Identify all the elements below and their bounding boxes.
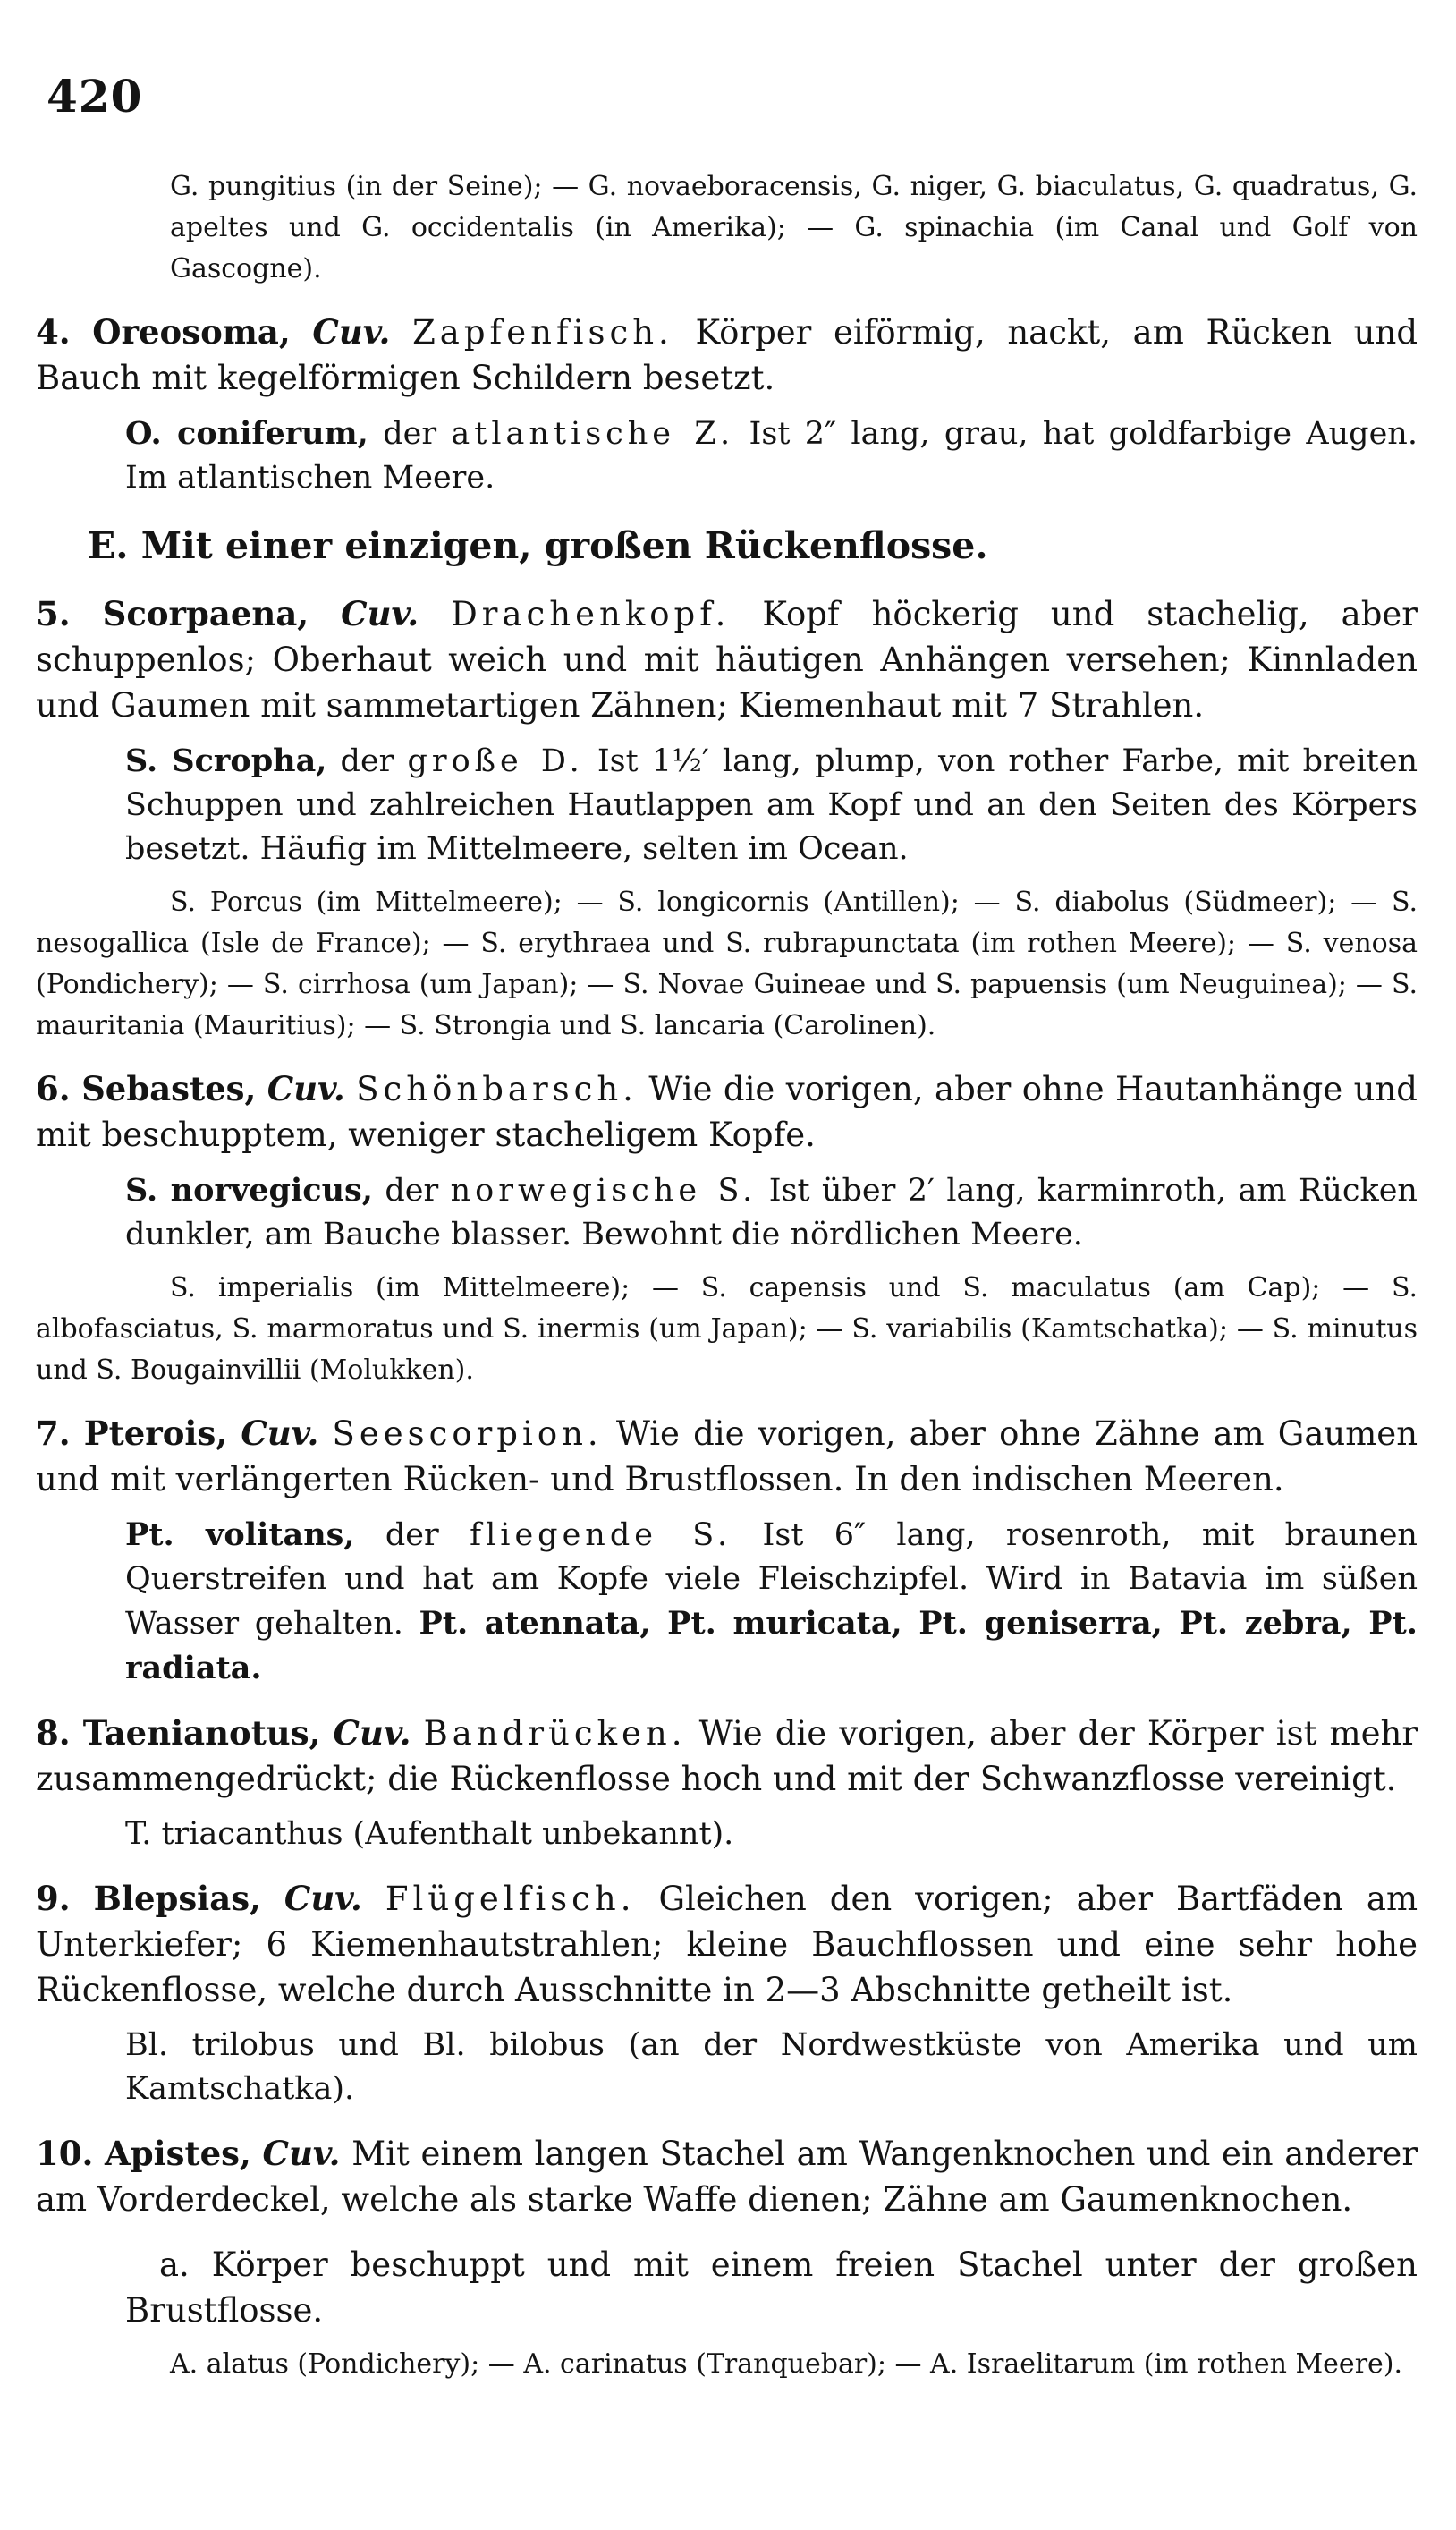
page-number: 420 bbox=[47, 70, 143, 123]
subgroup-a: a. Körper beschuppt und mit einem freien Stachel unter der großen Brustflosse. bbox=[125, 2246, 1418, 2330]
section-heading-e: E. Mit einer einzigen, großen Rückenflosse. bbox=[88, 524, 988, 567]
genus-description: Gleichen den vorigen; aber Bartfäden am Unterkiefer; 6 Kiemenhautstrahlen; kleine Bauchflossen und eine sehr hohe Rückenflosse, welche durch Ausschnitte in 2—3 Abschnitte getheilt ist. bbox=[36, 1880, 1418, 2009]
species-article: der bbox=[385, 1517, 439, 1553]
genus-author: Cuv. bbox=[333, 1713, 411, 1753]
genus-entry-taenianotus bbox=[36, 1711, 1418, 1802]
genus-german-name: Schönbarsch. bbox=[356, 1070, 638, 1108]
genus-description: Körper eiförmig, nackt, am Rücken und Bauch mit kegelförmigen Schildern besetzt. bbox=[36, 313, 1418, 397]
species-article: der bbox=[383, 416, 437, 452]
genus-number: 6. bbox=[36, 1069, 71, 1108]
genus-entry-pterois bbox=[36, 1411, 1418, 1502]
genus-german-name: Seescorpion. bbox=[332, 1414, 603, 1453]
genus-entry-sebastes bbox=[36, 1066, 1418, 1158]
species-name: Pt. volitans, bbox=[125, 1516, 355, 1553]
genus-author: Cuv. bbox=[267, 1069, 345, 1108]
genus-name: Sebastes, bbox=[81, 1069, 257, 1108]
genus-number: 5. bbox=[36, 594, 71, 633]
species-german-name: atlantische Z. bbox=[451, 416, 735, 452]
species-entry-norvegicus bbox=[36, 1168, 1418, 1257]
genus-author: Cuv. bbox=[262, 2134, 341, 2173]
genus-description: Wie die vorigen, aber der Körper ist mehr zusammengedrückt; die Rückenflosse hoch und mit der Schwanzflosse vereinigt. bbox=[36, 1714, 1418, 1798]
genus-german-name: Bandrücken. bbox=[423, 1714, 687, 1753]
genus-name: Blepsias, bbox=[93, 1879, 261, 1918]
genus-author: Cuv. bbox=[341, 594, 419, 633]
genus-entry-blepsias bbox=[36, 1876, 1418, 2013]
species-description: Ist 1½′ lang, plump, von rother Farbe, mit breiten Schuppen und zahlreichen Hautlappen am Kopf und an den Seiten des Körpers besetzt. Häufig im Mittelmeere, selten im Ocean. bbox=[125, 743, 1418, 867]
species-list-pterois: Pt. atennata, Pt. muricata, Pt. geniserra, Pt. zebra, Pt. radiata. bbox=[125, 1605, 1418, 1686]
species-article: der bbox=[340, 743, 394, 779]
genus-number: 10. bbox=[36, 2134, 94, 2173]
genus-description: Mit einem langen Stachel am Wangenknochen und ein anderer am Vorderdeckel, welche als starke Waffe dienen; Zähne am Gaumenknochen. bbox=[36, 2135, 1418, 2219]
species-list-sebastes: S. imperialis (im Mittelmeere); — S. capensis und S. maculatus (am Cap); — S. albofasciatus, S. marmoratus und S. inermis (um Japan); — S. variabilis (Kamtschatka); — S. minutus und S. Bougainvillii (Molukken). bbox=[36, 1272, 1418, 1386]
genus-description: Wie die vorigen, aber ohne Zähne am Gaumen und mit verlängerten Rücken- und Brustflossen. In den indischen Meeren. bbox=[36, 1414, 1418, 1498]
genus-entry-apistes bbox=[36, 2131, 1418, 2222]
species-entry-triacanthus: T. triacanthus (Aufenthalt unbekannt). bbox=[125, 1816, 734, 1852]
genus-german-name: Zapfenfisch. bbox=[412, 313, 673, 352]
genus-name: Pterois, bbox=[83, 1414, 228, 1453]
species-description: Ist 6″ lang, rosenroth, mit braunen Querstreifen und hat am Kopfe viele Fleischzipfel. Wird in Batavia im süßen Wasser gehalten. bbox=[125, 1517, 1418, 1642]
genus-author: Cuv. bbox=[284, 1879, 362, 1918]
species-list-apistes: A. alatus (Pondichery); — A. carinatus (Tranquebar); — A. Israelitarum (im rothen Meere). bbox=[170, 2348, 1403, 2380]
genus-author: Cuv. bbox=[241, 1414, 319, 1453]
genus-entry-oreosoma bbox=[36, 310, 1418, 401]
species-entry-coniferum bbox=[36, 412, 1418, 500]
genus-german-name: Drachenkopf. bbox=[451, 595, 731, 633]
species-description: Ist über 2′ lang, karminroth, am Rücken dunkler, am Bauche blasser. Bewohnt die nördlichen Meere. bbox=[125, 1173, 1418, 1252]
species-article: der bbox=[385, 1173, 439, 1209]
genus-name: Apistes, bbox=[105, 2134, 251, 2173]
genus-number: 9. bbox=[36, 1879, 71, 1918]
species-description: Ist 2″ lang, grau, hat goldfarbige Augen. Im atlantischen Meere. bbox=[125, 416, 1418, 496]
species-entry-scropha bbox=[36, 739, 1418, 871]
species-entry-trilobus: Bl. trilobus und Bl. bilobus (an der Nordwestküste von Amerika und um Kamtschatka). bbox=[125, 2027, 1418, 2107]
page-body bbox=[36, 166, 1418, 2385]
species-german-name: norwegische S. bbox=[450, 1173, 758, 1209]
species-list-scorpaena: S. Porcus (im Mittelmeere); — S. longicornis (Antillen); — S. diabolus (Südmeer); — S. nesogallica (Isle de France); — S. erythraea und S. rubrapunctata (im rothen Meere); — S. venosa (Pondichery); — S. cirrhosa (um Japan); — S. Novae Guineae und S. papuensis (um Neuguinea); — S. mauritania (Mauritius); — S. Strongia und S. lancaria (Carolinen). bbox=[36, 887, 1418, 1041]
genus-description: Wie die vorigen, aber ohne Hautanhänge und mit beschupptem, weniger stacheligem Kopfe. bbox=[36, 1070, 1418, 1154]
species-name: S. norvegicus, bbox=[125, 1172, 373, 1209]
species-german-name: fliegende S. bbox=[470, 1517, 732, 1553]
genus-number: 7. bbox=[36, 1414, 71, 1453]
species-german-name: große D. bbox=[407, 743, 584, 779]
genus-author: Cuv. bbox=[312, 312, 391, 352]
genus-name: Taenianotus, bbox=[82, 1713, 321, 1753]
genus-number: 8. bbox=[36, 1713, 71, 1753]
genus-name: Oreosoma, bbox=[92, 312, 291, 352]
species-name: S. Scropha, bbox=[125, 743, 327, 779]
species-name: O. coniferum, bbox=[125, 415, 368, 452]
genus-description: Kopf höckerig und stachelig, aber schuppenlos; Oberhaut weich und mit häutigen Anhängen versehen; Kinnladen und Gaumen mit sammetartigen Zähnen; Kiemenhaut mit 7 Strahlen. bbox=[36, 595, 1418, 725]
genus-name: Scorpaena, bbox=[102, 594, 309, 633]
genus-german-name: Flügelfisch. bbox=[385, 1880, 636, 1918]
genus-number: 4. bbox=[36, 312, 71, 352]
species-entry-volitans bbox=[36, 1513, 1418, 1691]
genus-entry-scorpaena bbox=[36, 591, 1418, 728]
species-list-gasterosteus: G. pungitius (in der Seine); — G. novaeboracensis, G. niger, G. biaculatus, G. quadratus, G. apeltes und G. occidentalis (in Amerika); — G. spinachia (im Canal und Golf von Gascogne). bbox=[170, 171, 1418, 284]
